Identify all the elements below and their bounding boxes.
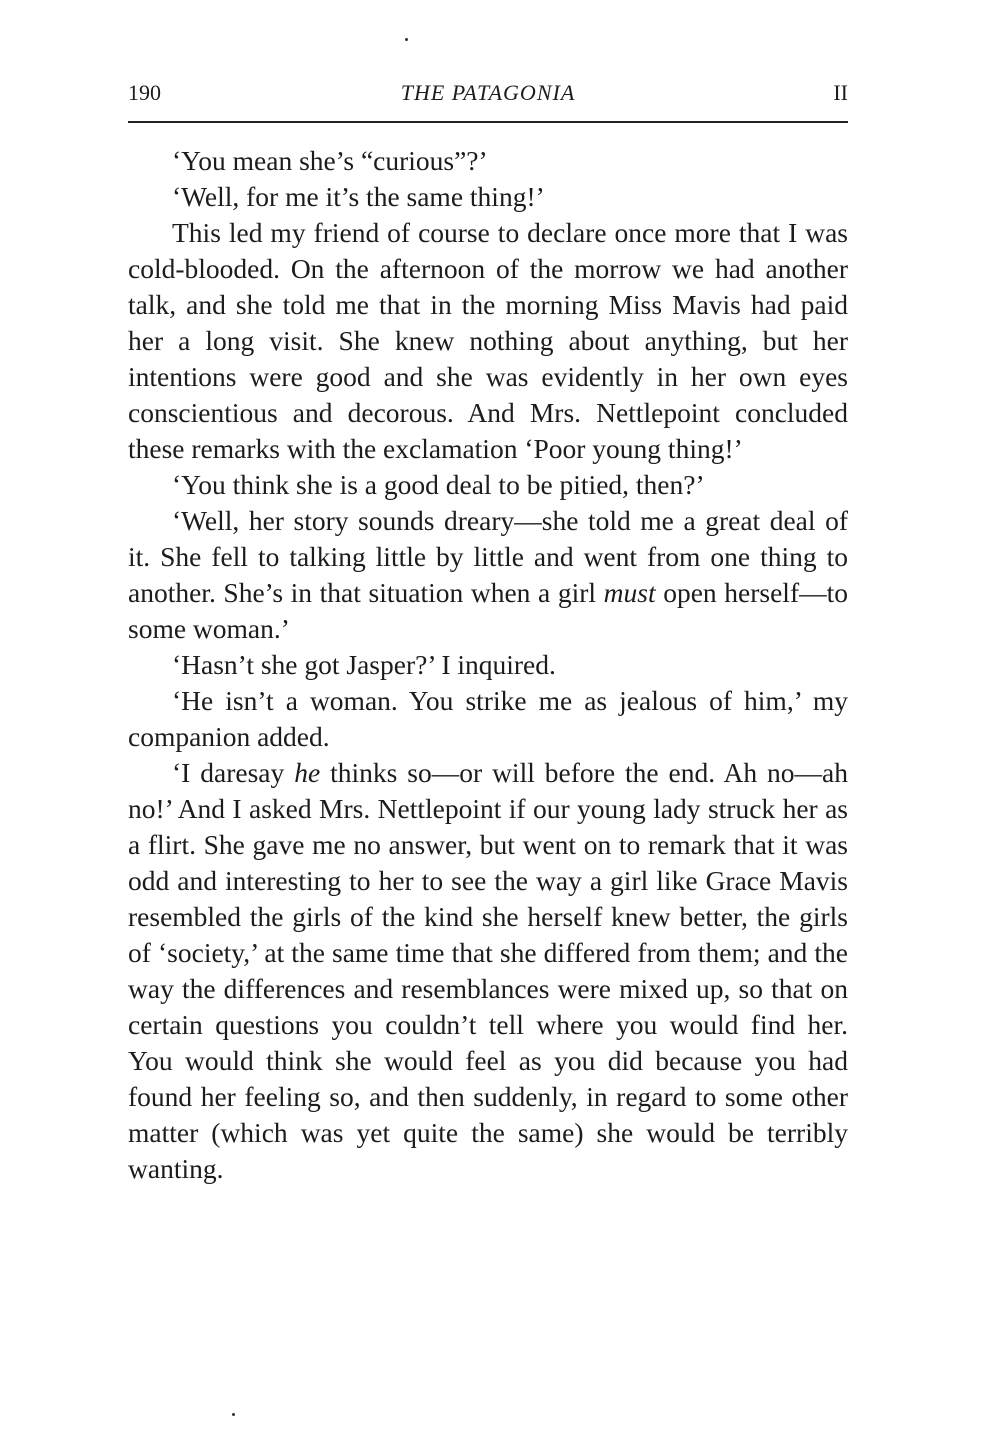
running-head [128,80,848,106]
text-run: This led my friend of course to declare once more that I was cold-blooded. On the afternoon of the morrow we had another talk, and she told me that in the morning Miss Mavis had paid her a long visit. She knew nothing about anything, but her intentions were good and she was evidently in her own eyes conscientious and decorous. And Mrs. Nettlepoint concluded these remarks with the exclamation ‘Poor young thing!’ [128,217,848,464]
running-title: THE PATAGONIA [400,80,576,105]
text-run: ‘Hasn’t she got Jasper?’ I inquired. [172,649,556,680]
text-run: thinks so—or will before the end. Ah no—ah no!’ And I asked Mrs. Nettlepoint if our young lady struck her as a flirt. She gave me no answer, but went on to remark that it was odd and interesting to her to see the way a girl like Grace Mavis resembled the girls of the kind she herself knew better, the girls of ‘society,’ at the same time that she differed from them; and the way the differences and resemblances were mixed up, so that on certain questions you couldn’t tell where you would find her. You would think she would feel as you did because you had found her feeling so, and then suddenly, in regard to some other matter (which was yet quite the same) she would be terribly wanting. [128,757,849,1184]
text-run: ‘I daresay [172,757,295,788]
header-rule [128,121,848,123]
paragraph [128,755,848,1187]
emphasis: must [603,577,656,608]
print-speck [405,38,408,41]
print-speck [232,1413,235,1416]
paragraph [128,647,848,683]
paragraph [128,683,848,755]
paragraph [128,143,848,179]
text-run: ‘You think she is a good deal to be pitied, then?’ [172,469,705,500]
paragraph [128,503,848,647]
text-run: ‘You mean she’s “curious”?’ [172,145,488,176]
paragraph [128,215,848,467]
text-run: ‘Well, for me it’s the same thing!’ [172,181,545,212]
page-number: 190 [128,80,161,105]
paragraph [128,467,848,503]
chapter-number: II [833,80,848,105]
paragraph [128,179,848,215]
page-body [128,143,848,1187]
text-run: open herself—to some woman.’ [128,577,848,644]
emphasis: he [294,757,321,788]
text-run: ‘He isn’t a woman. You strike me as jealous of him,’ my companion added. [128,685,848,752]
text-run: ‘Well, her story sounds dreary—she told me a great deal of it. She fell to talking little by little and went from one thing to another. She’s in that situation when a girl [128,505,848,608]
